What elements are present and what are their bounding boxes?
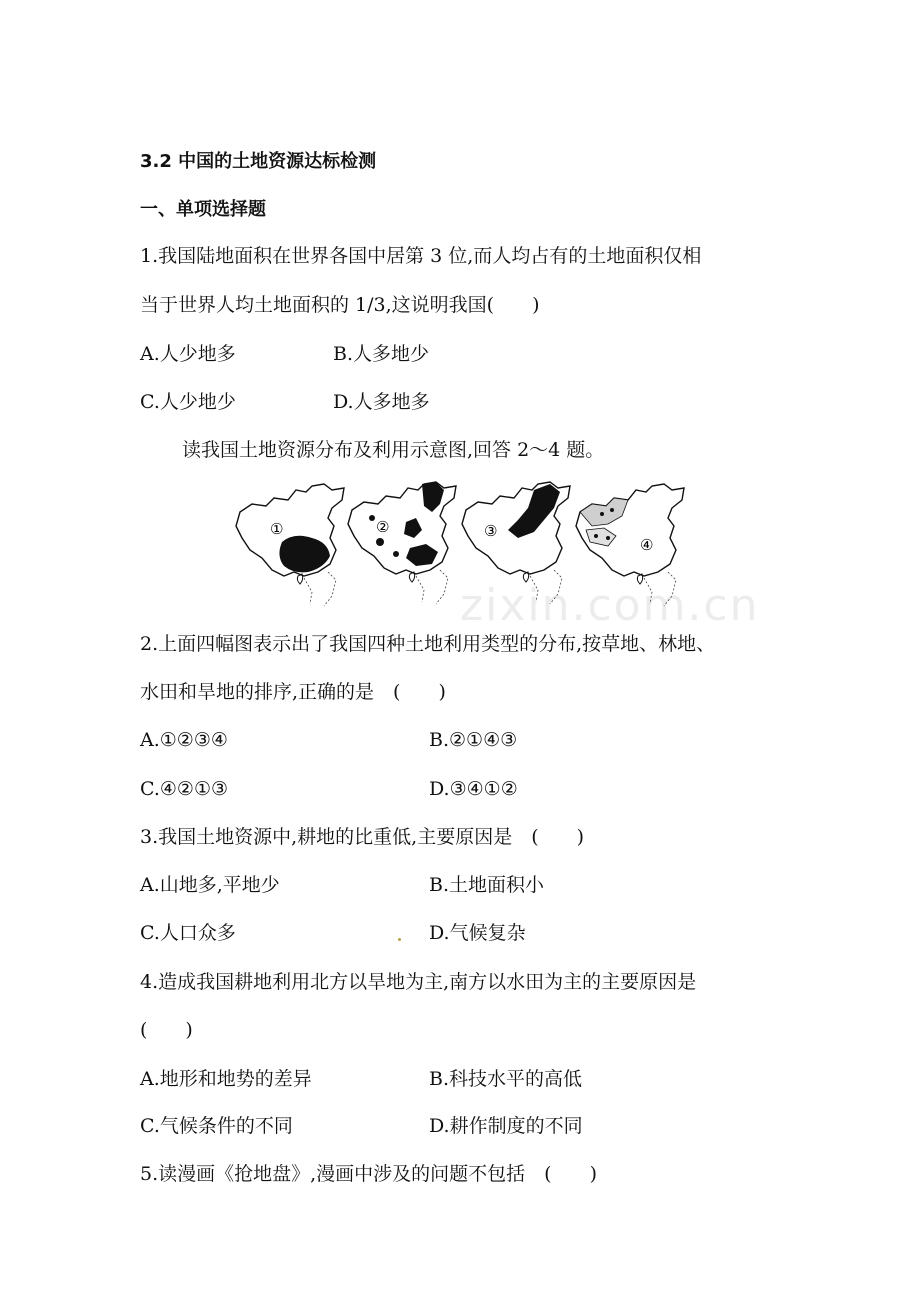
watermark: zixin.com.cn bbox=[460, 580, 760, 631]
question-4-line-1: 4.造成我国耕地利用北方以旱地为主,南方以水田为主的主要原因是 bbox=[140, 971, 697, 993]
question-5-line-1: 5.读漫画《抢地盘》,漫画中涉及的问题不包括 ( ) bbox=[140, 1163, 597, 1185]
question-2-line-1: 2.上面四幅图表示出了我国四种土地利用类型的分布,按草地、林地、 bbox=[140, 633, 716, 655]
question-1-option-b: B.人多地少 bbox=[333, 343, 430, 365]
question-2-option-d: D.③④①② bbox=[429, 778, 518, 800]
page-title: 3.2 中国的土地资源达标检测 bbox=[140, 151, 377, 172]
question-1-line-2: 当于世界人均土地面积的 1/3,这说明我国( ) bbox=[140, 294, 540, 316]
question-1-option-a: A.人少地多 bbox=[140, 343, 236, 365]
section-heading: 一、单项选择题 bbox=[140, 199, 266, 220]
question-3-option-a: A.山地多,平地少 bbox=[140, 874, 280, 896]
question-4-option-d: D.耕作制度的不同 bbox=[429, 1115, 583, 1137]
question-2-option-b: B.②①④③ bbox=[429, 729, 518, 751]
map-3-label: ③ bbox=[484, 522, 498, 540]
intro-text: 读我国土地资源分布及利用示意图,回答 2～4 题。 bbox=[182, 439, 605, 461]
question-3-option-d: D.气候复杂 bbox=[429, 922, 526, 944]
land-use-maps bbox=[232, 476, 692, 610]
question-4-option-b: B.科技水平的高低 bbox=[429, 1068, 583, 1090]
question-4-line-2: ( ) bbox=[140, 1019, 193, 1041]
question-2-option-a: A.①②③④ bbox=[140, 729, 228, 751]
map-1 bbox=[236, 484, 344, 606]
question-3-option-b: B.土地面积小 bbox=[429, 874, 545, 896]
stray-dot bbox=[398, 938, 401, 941]
question-2-line-2: 水田和旱地的排序,正确的是 ( ) bbox=[140, 681, 446, 703]
question-1-option-c: C.人少地少 bbox=[140, 391, 236, 413]
question-4-option-c: C.气候条件的不同 bbox=[140, 1115, 293, 1137]
map-4-label: ④ bbox=[640, 536, 654, 554]
map-1-label: ① bbox=[270, 520, 284, 538]
question-1-line-1: 1.我国陆地面积在世界各国中居第 3 位,而人均占有的土地面积仅相 bbox=[140, 245, 702, 267]
map-3 bbox=[462, 482, 570, 604]
question-2-option-c: C.④②①③ bbox=[140, 778, 229, 800]
map-2 bbox=[348, 482, 456, 604]
question-4-option-a: A.地形和地势的差异 bbox=[140, 1068, 312, 1090]
question-3-option-c: C.人口众多 bbox=[140, 922, 236, 944]
question-3-line-1: 3.我国土地资源中,耕地的比重低,主要原因是 ( ) bbox=[140, 826, 585, 848]
map-4 bbox=[576, 484, 684, 606]
question-1-option-d: D.人多地多 bbox=[333, 391, 430, 413]
map-2-label: ② bbox=[376, 518, 390, 536]
